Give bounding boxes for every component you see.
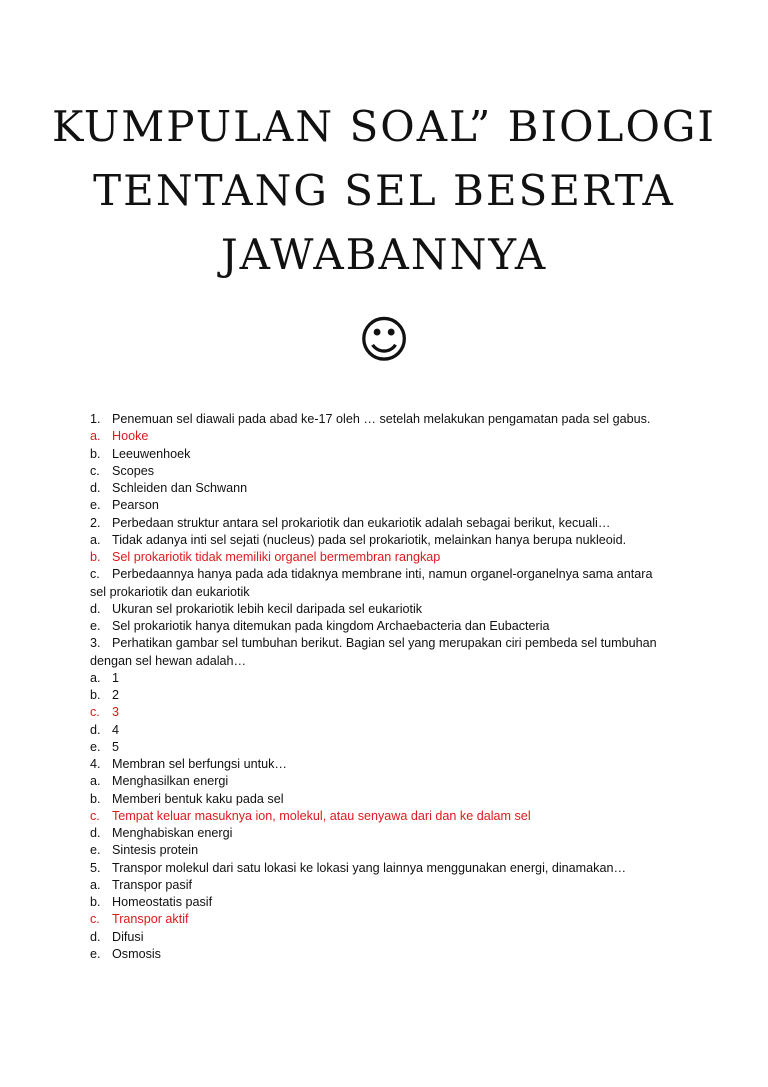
line-text: sel prokariotik dan eukariotik <box>90 584 250 599</box>
option-line <box>90 584 690 601</box>
line-text: Ukuran sel prokariotik lebih kecil daripada sel eukariotik <box>112 601 423 616</box>
option-line <box>90 929 690 946</box>
line-marker: c. <box>90 808 100 823</box>
line-marker: d. <box>90 601 101 616</box>
line-text: 1 <box>112 670 120 685</box>
option-line <box>90 446 690 463</box>
option-line <box>90 894 690 911</box>
line-text: Pearson <box>112 498 159 513</box>
line-text: Transpor molekul dari satu lokasi ke lokasi yang lainnya menggunakan energi, dinamakan… <box>112 860 627 875</box>
line-text: Tempat keluar masuknya ion, molekul, atau senyawa dari dan ke dalam sel <box>112 808 531 823</box>
answer-line <box>90 911 690 928</box>
line-text: Hooke <box>112 429 149 444</box>
title-line-1: KUMPULAN SOAL” BIOLOGI <box>51 102 717 151</box>
line-text: Perhatikan gambar sel tumbuhan berikut. Bagian sel yang merupakan ciri pembeda sel tumbuhan <box>112 636 657 651</box>
line-text: Schleiden dan Schwann <box>112 481 248 495</box>
smiley-icon: ☺ <box>357 311 411 369</box>
line-text: Leeuwenhoek <box>112 446 191 461</box>
option-line <box>90 566 690 583</box>
line-text: Perbedaannya hanya pada ada tidaknya membrane inti, namun organel-organelnya sama antara <box>112 567 653 582</box>
title-line-2: TENTANG SEL BESERTA <box>93 166 675 215</box>
option-line <box>90 722 690 739</box>
line-marker: c. <box>90 567 100 582</box>
line-marker: 3. <box>90 636 101 651</box>
line-marker: b. <box>90 688 101 702</box>
line-text: Memberi bentuk kaku pada sel <box>112 791 284 806</box>
question-line <box>90 756 690 773</box>
line-marker: a. <box>90 670 101 685</box>
option-line <box>90 618 690 635</box>
line-marker: a. <box>90 429 101 444</box>
title-line-3: JAWABANNYA <box>220 230 548 279</box>
question-list <box>90 411 690 963</box>
question-line <box>90 860 690 877</box>
line-marker: 2. <box>90 515 101 530</box>
option-line <box>90 480 690 497</box>
line-marker: e. <box>90 498 101 513</box>
line-marker: e. <box>90 843 101 858</box>
line-text: Sel prokariotik tidak memiliki organel bermembran rangkap <box>112 550 441 564</box>
answer-line <box>90 704 690 721</box>
answer-line <box>90 428 690 445</box>
line-marker: 1. <box>90 412 101 426</box>
question-line <box>90 515 690 532</box>
option-line <box>90 739 690 756</box>
line-text: 5 <box>112 739 120 754</box>
line-marker: b. <box>90 446 101 461</box>
question-line <box>90 635 690 652</box>
option-line <box>90 825 690 842</box>
line-text: Perbedaan struktur antara sel prokariotik dan eukariotik adalah sebagai berikut, kecuali… <box>112 515 611 530</box>
option-line <box>90 670 690 687</box>
line-marker: d. <box>90 929 101 944</box>
option-line <box>90 773 690 790</box>
line-text: Penemuan sel diawali pada abad ke-17 oleh … setelah melakukan pengamatan pada sel gabus. <box>112 412 651 426</box>
line-marker: a. <box>90 877 101 892</box>
line-text: Transpor pasif <box>112 877 193 892</box>
line-text: Difusi <box>112 929 144 944</box>
line-text: Membran sel berfungsi untuk… <box>112 757 287 771</box>
option-line <box>90 687 690 704</box>
line-marker: d. <box>90 826 101 840</box>
line-marker: a. <box>90 532 101 547</box>
line-marker: 5. <box>90 860 101 875</box>
line-text: 2 <box>112 688 120 702</box>
option-line <box>90 532 690 549</box>
line-marker: c. <box>90 463 100 478</box>
line-marker: e. <box>90 946 101 961</box>
line-text: Tidak adanya inti sel sejati (nucleus) pada sel prokariotik, melainkan hanya berupa nukleoid. <box>112 532 627 547</box>
question-line <box>90 411 690 428</box>
line-marker: e. <box>90 619 101 633</box>
answer-line <box>90 808 690 825</box>
line-text: Homeostatis pasif <box>112 895 213 909</box>
line-text: Menghasilkan energi <box>112 774 229 789</box>
line-marker: e. <box>90 739 101 754</box>
option-line <box>90 842 690 859</box>
answer-line <box>90 549 690 566</box>
line-text: Transpor aktif <box>112 912 189 927</box>
option-line <box>90 946 690 963</box>
option-line <box>90 877 690 894</box>
line-marker: d. <box>90 722 101 737</box>
line-text: dengan sel hewan adalah… <box>90 653 247 668</box>
option-line <box>90 497 690 514</box>
line-marker: c. <box>90 912 100 927</box>
line-text: 4 <box>112 722 120 737</box>
line-text: Scopes <box>112 463 155 478</box>
line-marker: c. <box>90 705 100 720</box>
line-text: Osmosis <box>112 946 161 961</box>
line-text: Menghabiskan energi <box>112 826 233 840</box>
option-line <box>90 653 690 670</box>
line-marker: b. <box>90 895 101 909</box>
line-text: 3 <box>112 705 120 720</box>
line-marker: a. <box>90 774 101 789</box>
option-line <box>90 791 690 808</box>
line-text: Sel prokariotik hanya ditemukan pada kingdom Archaebacteria dan Eubacteria <box>112 619 550 633</box>
line-marker: b. <box>90 791 101 806</box>
line-marker: 4. <box>90 757 101 771</box>
option-line <box>90 601 690 618</box>
line-text: Sintesis protein <box>112 843 199 858</box>
line-marker: b. <box>90 550 101 564</box>
line-marker: d. <box>90 481 101 495</box>
option-line <box>90 463 690 480</box>
